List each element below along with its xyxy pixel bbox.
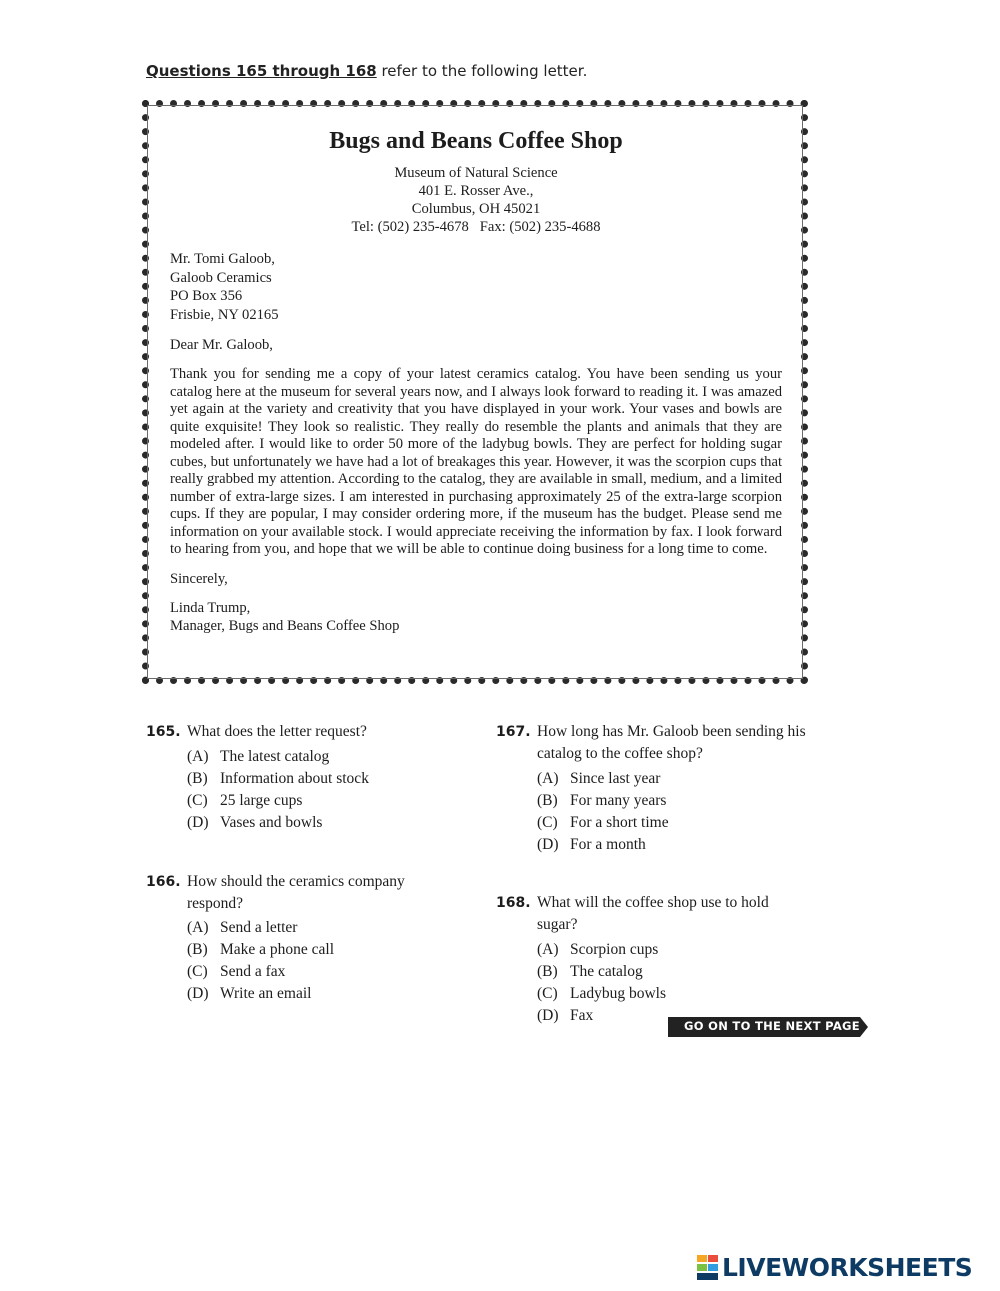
letter xyxy=(170,124,782,635)
options xyxy=(187,746,369,834)
signature xyxy=(170,599,782,635)
recipient-address xyxy=(170,250,782,324)
question-number: 168. xyxy=(496,895,531,911)
intro-line xyxy=(146,62,587,80)
options xyxy=(537,768,669,856)
recipient-line: Galoob Ceramics xyxy=(170,269,272,286)
options xyxy=(187,917,334,1005)
shop-address xyxy=(170,164,782,236)
option-a[interactable]: (A) Send a letter xyxy=(187,919,298,936)
salutation: Dear Mr. Galoob, xyxy=(170,337,273,353)
option-b[interactable]: (B) Information about stock xyxy=(187,770,369,787)
options xyxy=(537,939,666,1027)
signer-title: Manager, Bugs and Beans Coffee Shop xyxy=(170,617,400,634)
closing: Sincerely, xyxy=(170,570,228,587)
letter-body: Thank you for sending me a copy of your latest ceramics catalog. You have been sending us your catalog here at the museum for several years now, and I always look forward to reading it. I was amazed yet again at the variety and creativity that you have displayed in your work. Your vases and bowls are quite exquisite! They look so realistic. They really do resemble the plants and animals that they are modeled after. I would like to order 50 more of the ladybug bowls. They are perfect for holding sugar cubes, but unfortunately we have had a lot of breakages this year. However, it was the scorpion cups that really grabbed my attention. According to the catalog, they are available in small, medium, and a limited number of extra-large sizes. I am interested in purchasing approximately 25 of the extra-large scorpion cups. If they are popular, I may consider ordering more, if the museum has the budget. Please send me information on your available stock. I would appreciate receiving the information by fax. I look forward to hearing from you, and hope that we will be able to continue doing business for a long time to come. xyxy=(170,366,782,557)
address-line: Columbus, OH 45021 xyxy=(411,201,541,217)
option-b[interactable]: (B) For many years xyxy=(537,792,667,809)
option-b[interactable]: (B) Make a phone call xyxy=(187,941,335,958)
address-line: Museum of Natural Science xyxy=(394,165,558,181)
intro-text: refer to the following letter. xyxy=(376,62,588,80)
question-stem: How long has Mr. Galoob been sending his catalog to the coffee shop? xyxy=(537,723,806,762)
option-d[interactable]: (D) Write an email xyxy=(187,985,312,1002)
option-d[interactable]: (D) Fax xyxy=(537,1007,594,1024)
question-range: Questions 165 through 168 xyxy=(146,62,377,80)
next-page-label: GO ON TO THE NEXT PAGE xyxy=(684,1019,860,1033)
question-number: 165. xyxy=(146,724,181,740)
option-a[interactable]: (A) The latest catalog xyxy=(187,748,330,765)
signer-name: Linda Trump, xyxy=(170,599,251,616)
question-stem: What will the coffee shop use to hold sugar? xyxy=(537,894,769,933)
shop-name: Bugs and Beans Coffee Shop xyxy=(329,128,623,154)
recipient-line: Frisbie, NY 02165 xyxy=(170,306,279,323)
brand-name: LIVEWORKSHEETS xyxy=(722,1253,973,1282)
question-number: 167. xyxy=(496,724,531,740)
option-d[interactable]: (D) Vases and bowls xyxy=(187,814,323,831)
option-a[interactable]: (A) Since last year xyxy=(537,770,661,787)
liveworksheets-logo-icon xyxy=(697,1255,719,1281)
recipient-line: Mr. Tomi Galoob, xyxy=(170,251,275,267)
option-a[interactable]: (A) Scorpion cups xyxy=(537,941,659,958)
contact-line: Tel: (502) 235-4678 Fax: (502) 235-4688 xyxy=(351,219,601,235)
address-line: 401 E. Rosser Ave., xyxy=(418,183,534,199)
question-stem: What does the letter request? xyxy=(187,723,367,740)
option-c[interactable]: (C) For a short time xyxy=(537,814,669,831)
next-page-banner xyxy=(668,1017,868,1037)
option-c[interactable]: (C) Send a fax xyxy=(187,963,286,980)
option-c[interactable]: (C) Ladybug bowls xyxy=(537,985,667,1002)
question-number: 166. xyxy=(146,874,181,890)
question-stem: How should the ceramics company respond? xyxy=(187,873,405,912)
option-d[interactable]: (D) For a month xyxy=(537,836,646,853)
option-b[interactable]: (B) The catalog xyxy=(537,963,643,980)
recipient-line: PO Box 356 xyxy=(170,288,243,304)
option-c[interactable]: (C) 25 large cups xyxy=(187,792,303,809)
